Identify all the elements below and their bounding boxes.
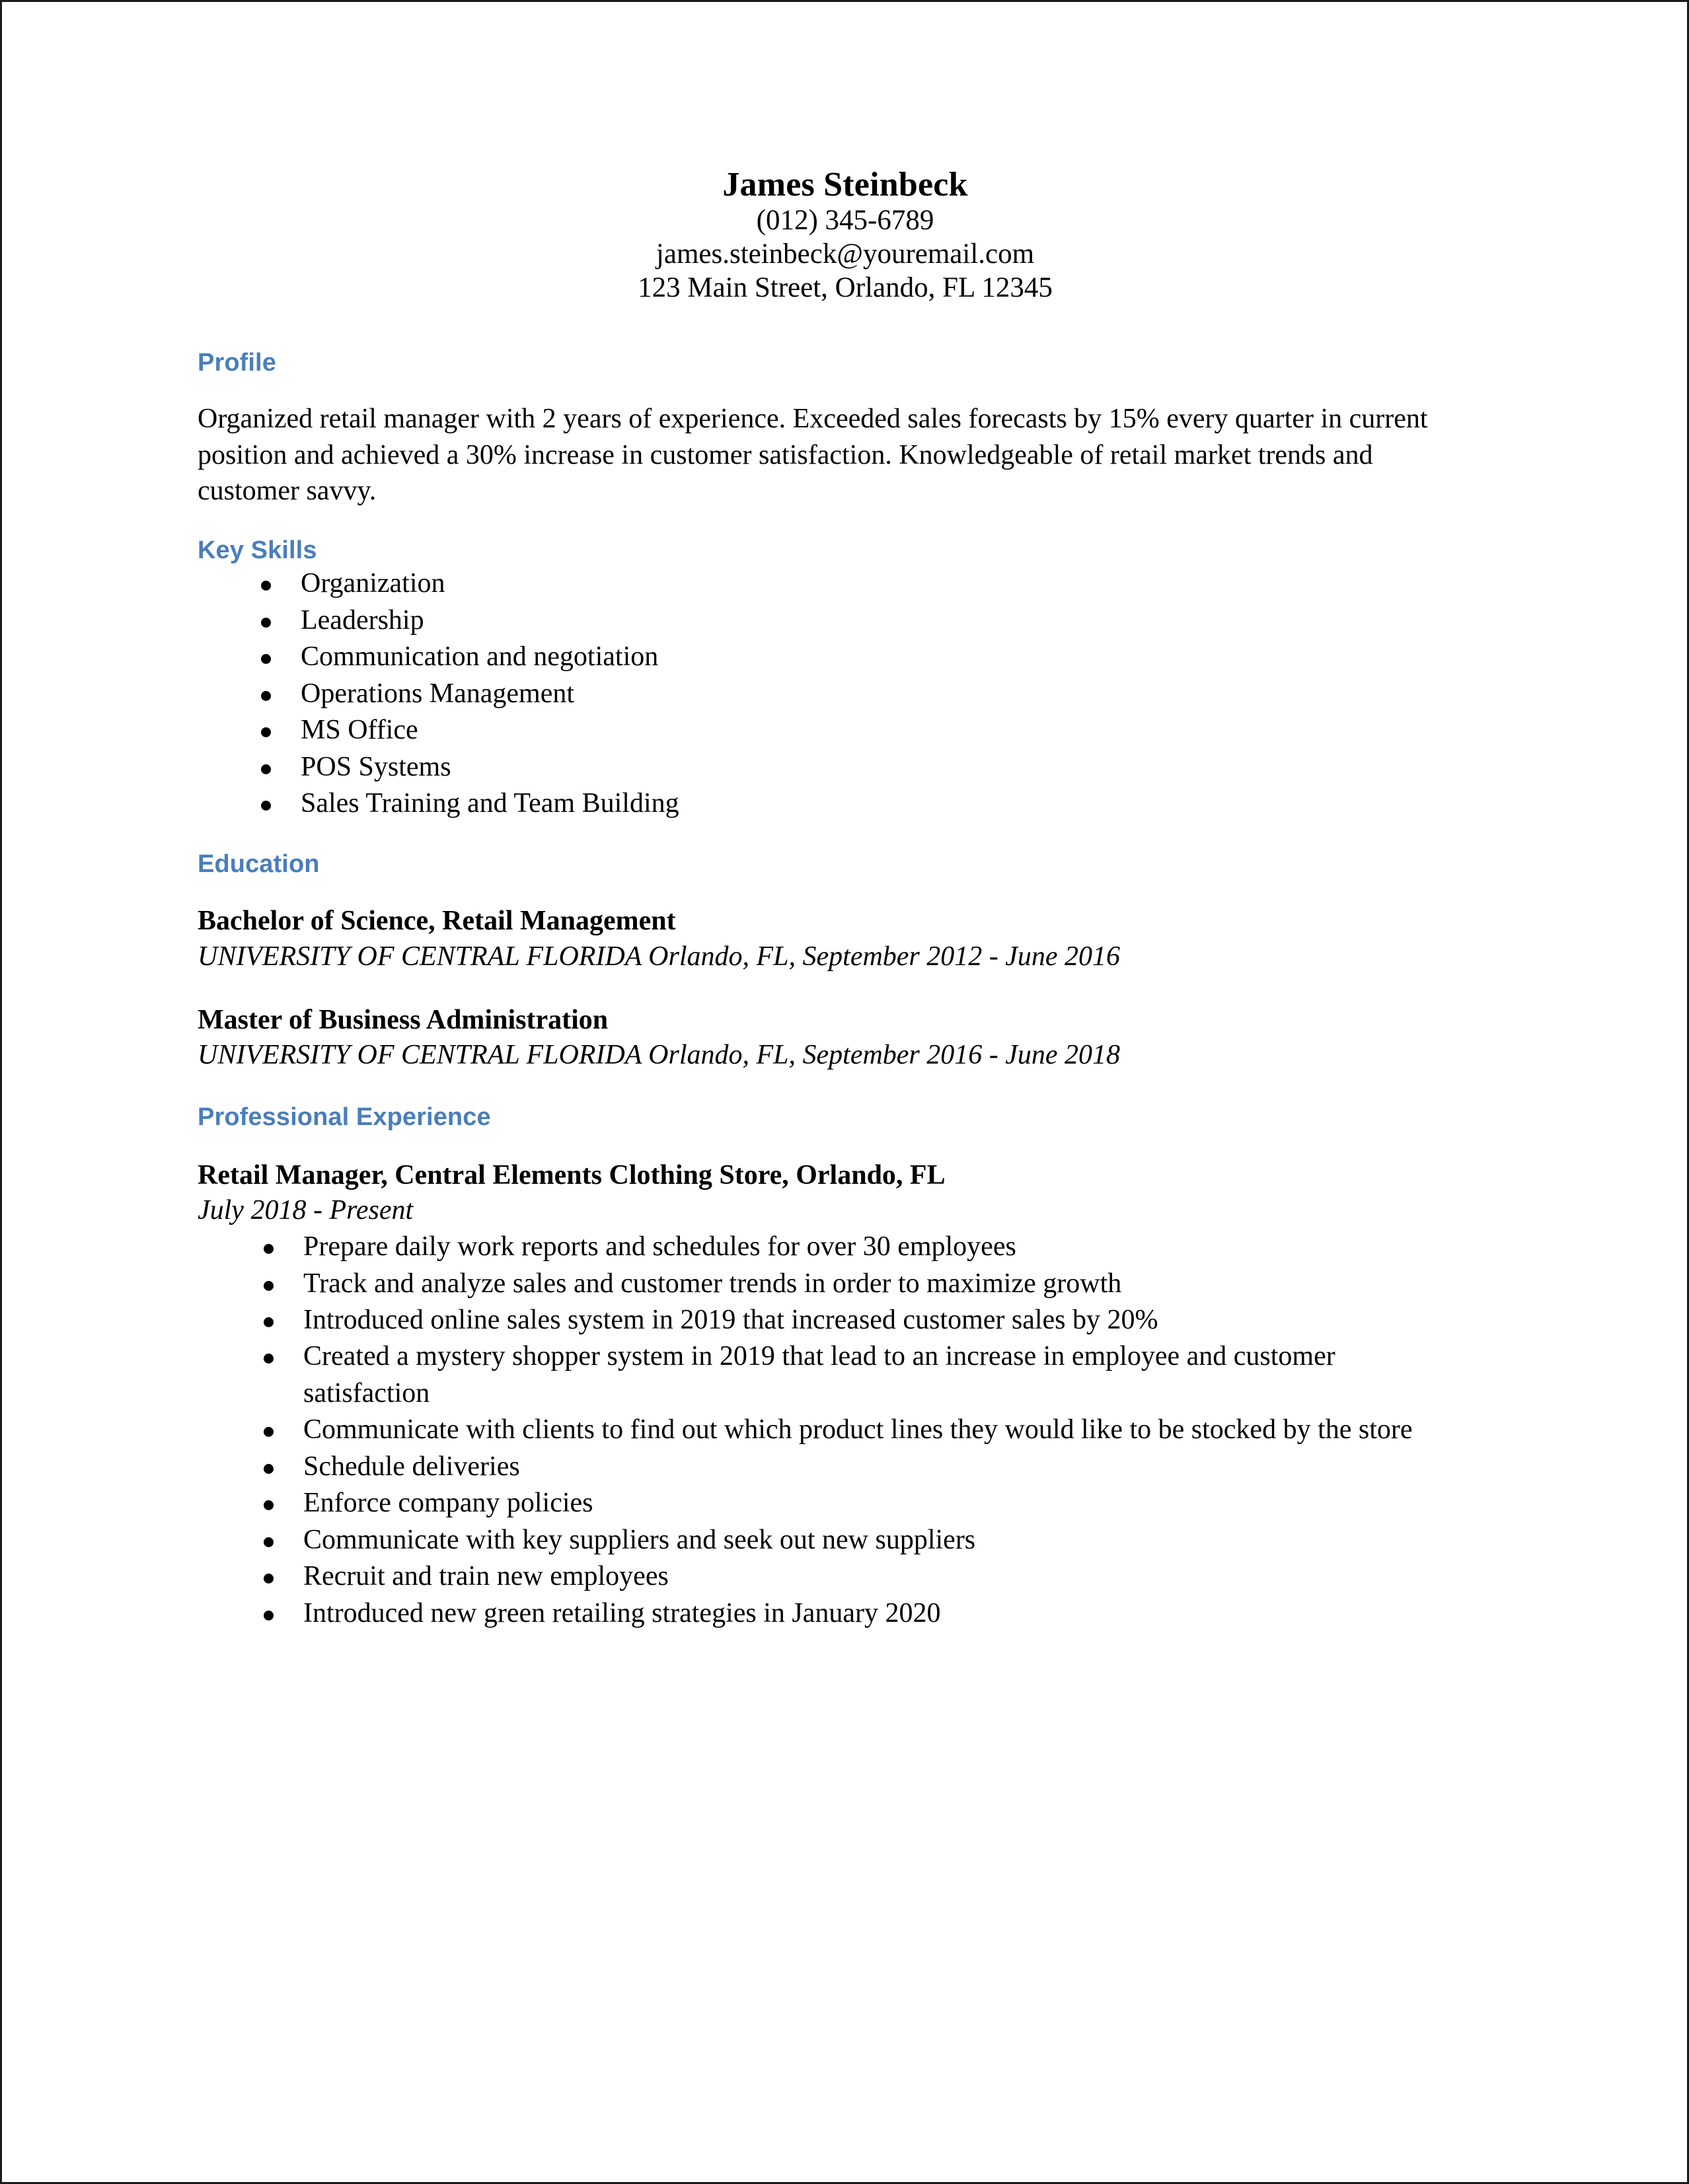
list-item: Communicate with key suppliers and seek out new suppliers [198, 1522, 1453, 1558]
list-item: Organization [198, 565, 1453, 602]
list-item: Sales Training and Team Building [198, 785, 1453, 822]
education-degree: Master of Business Administration [198, 1004, 609, 1035]
list-item: Track and analyze sales and customer trends in order to maximize growth [198, 1266, 1453, 1302]
experience-bullet-list [198, 1229, 1453, 1632]
education-institution-dates: UNIVERSITY OF CENTRAL FLORIDA Orlando, FL, September 2012 - June 2016 [198, 941, 1121, 972]
profile-summary-text: Organized retail manager with 2 years of experience. Exceeded sales forecasts by 15% every quarter in current position and achieved a 30% increase in customer satisfaction. Knowledgeable of retail market trends and customer savvy. [198, 404, 1428, 507]
education-entry [198, 1003, 1453, 1074]
list-item: Communication and negotiation [198, 639, 1453, 675]
section-heading-key-skills: Key Skills [198, 536, 317, 564]
list-item: Prepare daily work reports and schedules for over 30 employees [198, 1229, 1453, 1265]
key-skills-list [198, 565, 1453, 822]
education-entry [198, 904, 1453, 975]
candidate-name: James Steinbeck [722, 166, 968, 203]
experience-dates: July 2018 - Present [198, 1195, 414, 1226]
list-item: MS Office [198, 712, 1453, 748]
list-item: Introduced online sales system in 2019 that increased customer sales by 20% [198, 1302, 1453, 1338]
list-item: POS Systems [198, 749, 1453, 785]
list-item: Created a mystery shopper system in 2019 that lead to an increase in employee and customer satisfaction [198, 1338, 1453, 1412]
section-heading-education: Education [198, 850, 320, 879]
list-item: Introduced new green retailing strategies in January 2020 [198, 1595, 1453, 1632]
list-item: Operations Management [198, 676, 1453, 712]
resume-content [198, 2, 1453, 1632]
section-heading-profile: Profile [198, 349, 276, 377]
contact-address: 123 Main Street, Orlando, FL 12345 [638, 272, 1053, 303]
education-institution-dates: UNIVERSITY OF CENTRAL FLORIDA Orlando, FL, September 2016 - June 2018 [198, 1040, 1121, 1071]
list-item: Leadership [198, 602, 1453, 639]
list-item: Schedule deliveries [198, 1449, 1453, 1485]
experience-entry [198, 1158, 1453, 1632]
contact-email: james.steinbeck@youremail.com [656, 238, 1035, 270]
experience-job-title: Retail Manager, Central Elements Clothing Store, Orlando, FL [198, 1159, 946, 1190]
contact-phone: (012) 345-6789 [756, 205, 934, 237]
list-item: Enforce company policies [198, 1485, 1453, 1521]
section-heading-professional-experience: Professional Experience [198, 1103, 491, 1132]
education-degree: Bachelor of Science, Retail Management [198, 906, 676, 937]
list-item: Communicate with clients to find out which product lines they would like to be stocked by the store [198, 1412, 1453, 1448]
resume-header [198, 2, 1493, 305]
list-item: Recruit and train new employees [198, 1558, 1453, 1595]
